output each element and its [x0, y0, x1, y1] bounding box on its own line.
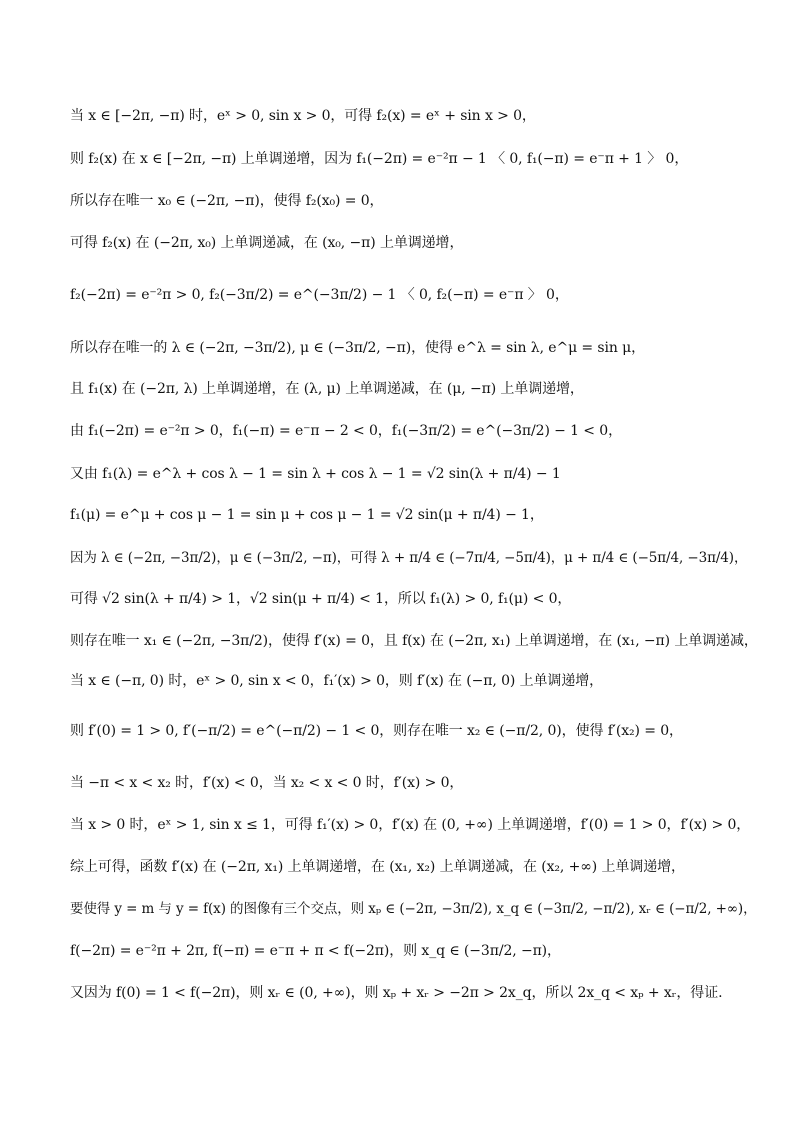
- proof-line-10: f₁(μ) = e^μ + cos μ − 1 = sin μ + cos μ − 1 = √2 sin(μ + π/4) − 1，: [70, 507, 544, 523]
- proof-line-13: 则存在唯一 x₁ ∈ (−2π, −3π/2)，使得 f′(x) = 0，且 f(x) 在 (−2π, x₁) 上单调递增，在 (x₁, −π) 上单调递减，: [70, 633, 758, 649]
- proof-line-9: 又由 f₁(λ) = e^λ + cos λ − 1 = sin λ + cos λ − 1 = √2 sin(λ + π/4) − 1: [70, 466, 561, 482]
- proof-line-7: 且 f₁(x) 在 (−2π, λ) 上单调递增，在 (λ, μ) 上单调递减，在 (μ, −π) 上单调递增，: [70, 381, 584, 397]
- proof-line-15: 则 f′(0) = 1 > 0, f′(−π/2) = e^(−π/2) − 1 < 0，则存在唯一 x₂ ∈ (−π/2, 0)，使得 f′(x₂) = 0，: [70, 723, 683, 739]
- proof-line-14: 当 x ∈ (−π, 0) 时，eˣ > 0, sin x < 0，f₁′(x) > 0，则 f′(x) 在 (−π, 0) 上单调递增，: [70, 673, 604, 689]
- proof-line-17: 当 x > 0 时，eˣ > 1, sin x ≤ 1，可得 f₁′(x) > 0，f′(x) 在 (0, +∞) 上单调递增，f′(0) = 1 > 0，f′(x) > 0，: [70, 817, 751, 833]
- proof-line-21: 又因为 f(0) = 1 < f(−2π)，则 xᵣ ∈ (0, +∞)，则 xₚ + xᵣ > −2π > 2x_q，所以 2x_q < xₚ + xᵣ，得证.: [70, 985, 723, 1001]
- proof-line-2: 则 f₂(x) 在 x ∈ [−2π, −π) 上单调递增，因为 f₁(−2π) = e⁻²π − 1 〈 0, f₁(−π) = e⁻π + 1 〉 0，: [70, 151, 689, 167]
- proof-line-11: 因为 λ ∈ (−2π, −3π/2)，μ ∈ (−3π/2, −π)，可得 λ + π/4 ∈ (−7π/4, −5π/4)，μ + π/4 ∈ (−5π/4, −3π/4)，: [70, 550, 748, 566]
- proof-line-3: 所以存在唯一 x₀ ∈ (−2π, −π)，使得 f₂(x₀) = 0，: [70, 193, 384, 209]
- proof-line-4: 可得 f₂(x) 在 (−2π, x₀) 上单调递减，在 (x₀, −π) 上单调递增，: [70, 235, 464, 251]
- proof-line-12: 可得 √2 sin(λ + π/4) > 1，√2 sin(μ + π/4) < 1，所以 f₁(λ) > 0, f₁(μ) < 0，: [70, 591, 572, 607]
- proof-line-16: 当 −π < x < x₂ 时，f′(x) < 0，当 x₂ < x < 0 时，f′(x) > 0，: [70, 775, 464, 791]
- proof-line-19: 要使得 y = m 与 y = f(x) 的图像有三个交点，则 xₚ ∈ (−2π, −3π/2), x_q ∈ (−3π/2, −π/2), xᵣ ∈ (−π/2, +∞)，: [70, 901, 757, 917]
- proof-line-6: 所以存在唯一的 λ ∈ (−2π, −3π/2), μ ∈ (−3π/2, −π)，使得 e^λ = sin λ, e^μ = sin μ，: [70, 340, 646, 356]
- proof-line-8: 由 f₁(−2π) = e⁻²π > 0，f₁(−π) = e⁻π − 2 < 0，f₁(−3π/2) = e^(−3π/2) − 1 < 0，: [70, 423, 622, 439]
- proof-line-18: 综上可得，函数 f′(x) 在 (−2π, x₁) 上单调递增，在 (x₁, x₂) 上单调递减，在 (x₂, +∞) 上单调递增，: [70, 859, 685, 875]
- proof-line-5: f₂(−2π) = e⁻²π > 0, f₂(−3π/2) = e^(−3π/2) − 1 〈 0, f₂(−π) = e⁻π 〉 0，: [70, 287, 569, 303]
- proof-line-20: f(−2π) = e⁻²π + 2π, f(−π) = e⁻π + π < f(−2π)，则 x_q ∈ (−3π/2, −π)，: [70, 943, 561, 959]
- proof-line-1: 当 x ∈ [−2π, −π) 时，eˣ > 0, sin x > 0，可得 f₂(x) = eˣ + sin x > 0，: [70, 108, 536, 124]
